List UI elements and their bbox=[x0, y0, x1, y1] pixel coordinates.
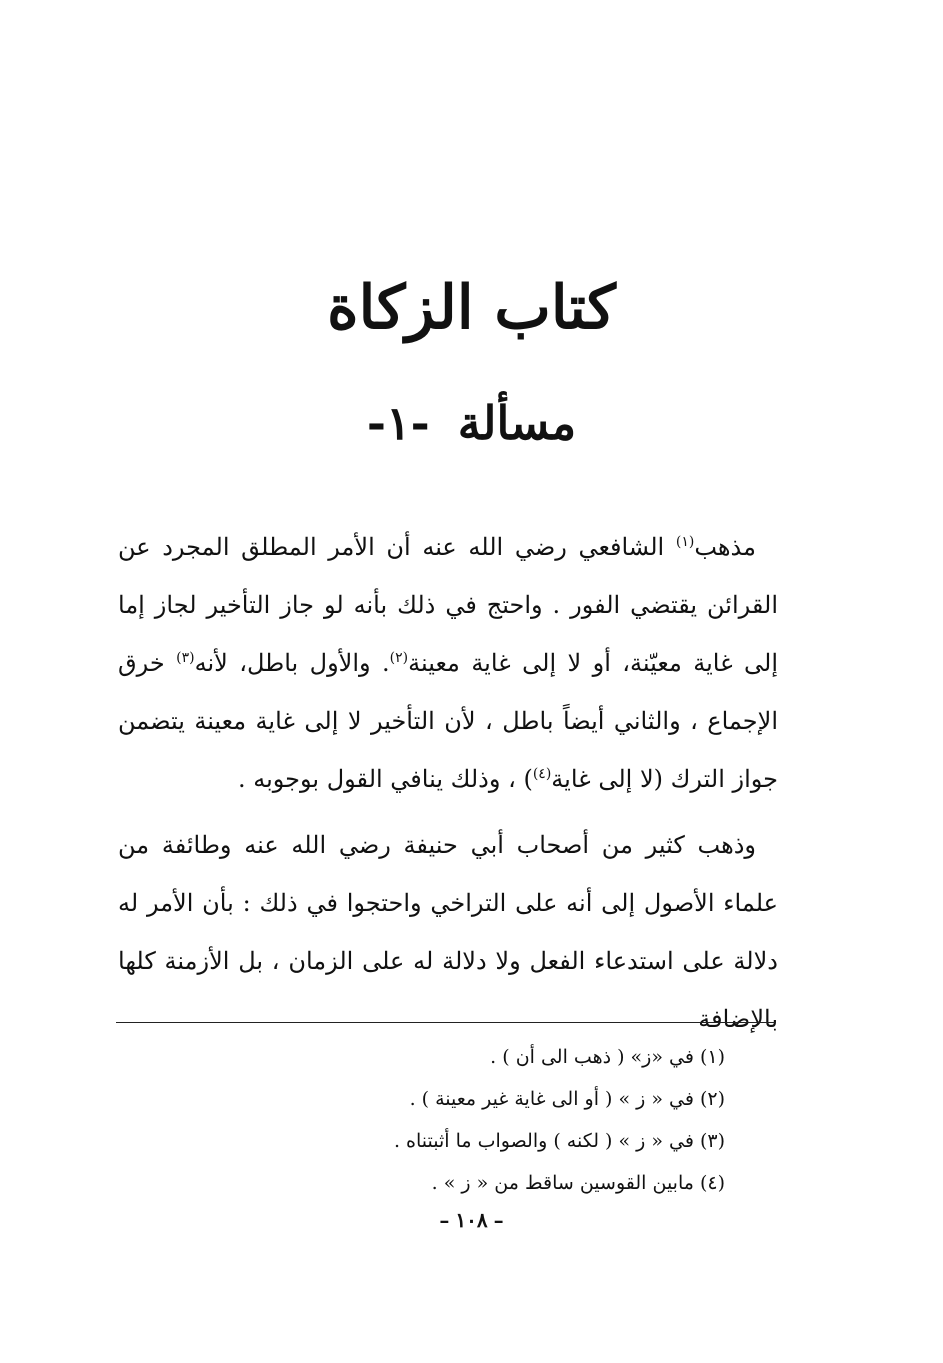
footnote-2 bbox=[340, 1078, 725, 1120]
text-segment: مذهب bbox=[694, 533, 756, 561]
text-segment: الشافعي رضي الله عنه أن الأمر المطلق المجرد عن القرائن يقتضي الفور . واحتج في ذلك بأنه لو جاز التأخير لجاز إما إلى غاية معيّنة، أو لا إلى غاية معينة bbox=[118, 533, 779, 677]
footnote-number: (١) bbox=[699, 1046, 725, 1068]
book-title: كتاب الزكاة bbox=[327, 273, 616, 343]
text-segment: وذهب كثير من أصحاب أبي حنيفة رضي الله عنه وطائفة من علماء الأصول إلى أنه على التراخي واحتجوا في ذلك : بأن الأمر له دلالة على استدعاء الفعل ولا دلالة له على الزمان ، بل الأزمنة كلها بالإضافة bbox=[118, 831, 778, 1033]
issue-word: مسألة bbox=[457, 396, 577, 450]
paragraph-1 bbox=[118, 518, 778, 808]
footnote-4 bbox=[340, 1162, 725, 1204]
footnote-marker-2: (٢) bbox=[389, 650, 409, 666]
footnote-marker-1: (١) bbox=[675, 534, 695, 550]
footnote-number: (٢) bbox=[699, 1088, 725, 1110]
issue-number: -١- bbox=[366, 396, 430, 450]
text-segment: خرق الإجماع ، والثاني أيضاً باطل ، لأن التأخير لا إلى غاية معينة يتضمن جواز الترك (لا إلى غاية bbox=[118, 649, 778, 793]
footnote-marker-3: (٣) bbox=[176, 650, 195, 666]
paragraph-2 bbox=[118, 816, 778, 1048]
footnote-text: في « ز » ( لكنه ) والصواب ما أثبتناه . bbox=[393, 1130, 694, 1152]
footnote-number: (٤) bbox=[699, 1172, 725, 1194]
page-number-value: ١٠٨ bbox=[455, 1208, 488, 1232]
footnote-text: في « ز » ( أو الى غاية غير معينة ) . bbox=[409, 1088, 694, 1110]
footnote-3 bbox=[340, 1120, 725, 1162]
issue-heading bbox=[0, 388, 943, 458]
footnote-text: في «ز» ( ذهب الى أن ) . bbox=[490, 1046, 694, 1068]
footnote-1 bbox=[340, 1036, 725, 1078]
footnote-divider bbox=[116, 1022, 776, 1023]
footnote-text: مابين القوسين ساقط من « ز » . bbox=[431, 1172, 694, 1194]
footnote-number: (٣) bbox=[699, 1130, 725, 1152]
text-segment: . والأول باطل، لأنه bbox=[194, 649, 390, 677]
text-segment: ) ، وذلك ينافي القول بوجوبه . bbox=[237, 765, 533, 793]
body-text bbox=[118, 518, 778, 1048]
footnote-marker-4: (٤) bbox=[532, 766, 552, 782]
footnotes bbox=[340, 1036, 725, 1204]
page-number: –١٠٨– bbox=[439, 1208, 504, 1232]
